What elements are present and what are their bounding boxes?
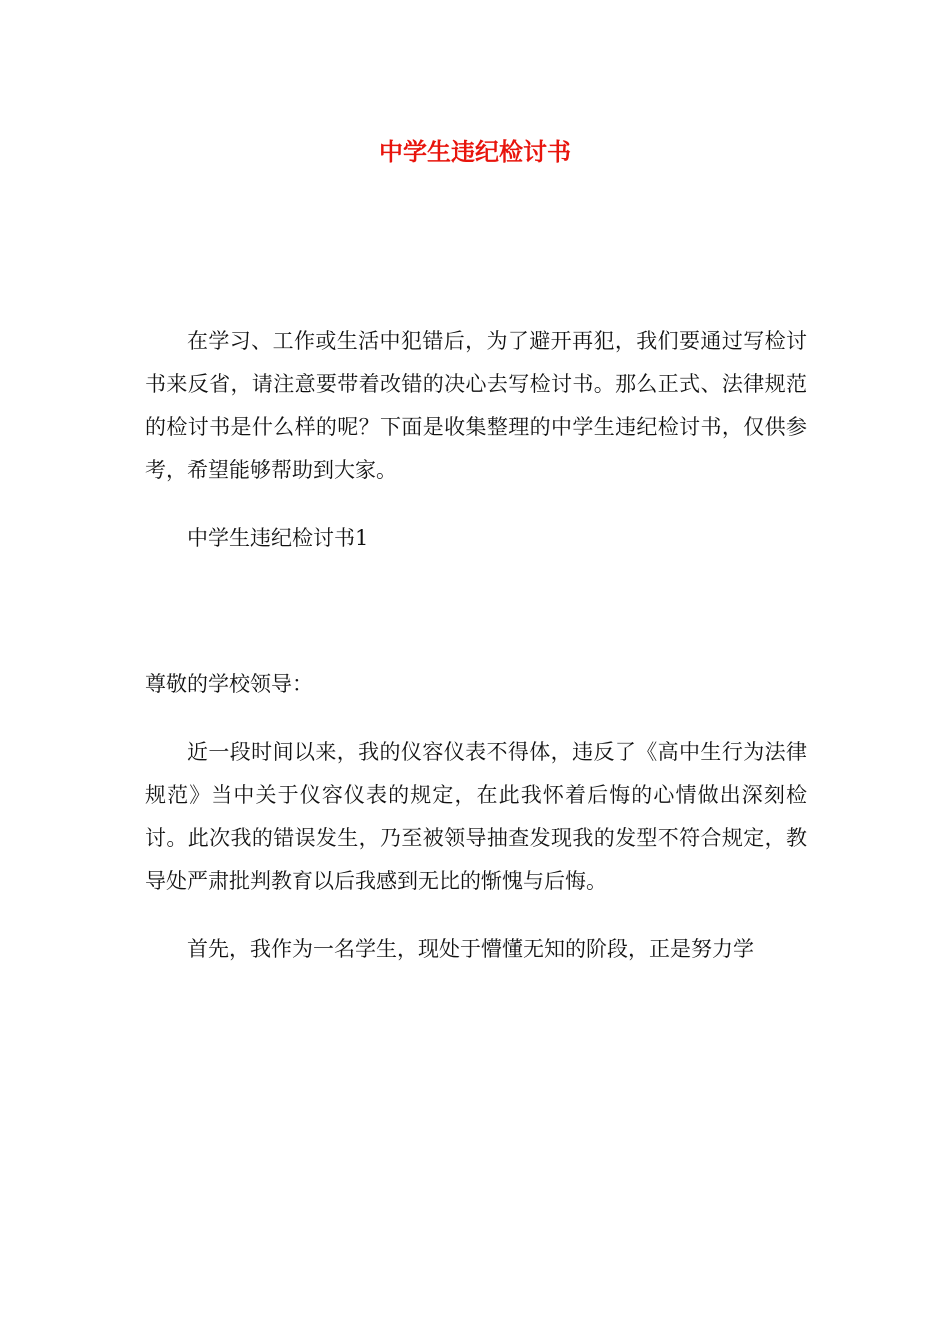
- document-title: 中学生违纪检讨书: [379, 137, 571, 166]
- salutation: 尊敬的学校领导：: [145, 672, 313, 696]
- body-paragraph: 首先，我作为一名学生，现处于懵懂无知的阶段，正是努力学: [187, 937, 754, 961]
- intro-paragraph: 在学习、工作或生活中犯错后，为了避开再犯，我们要通过写检讨书来反省，请注意要带着改错的决心去写检讨书。那么正式、法律规范的检讨书是什么样的呢？下面是收集整理的中学生违纪检讨书，仅供参考，希望能够帮助到大家。: [145, 329, 807, 482]
- document-body: [145, 320, 807, 971]
- section-heading: 中学生违纪检讨书1: [187, 526, 369, 550]
- body-paragraph: 近一段时间以来，我的仪容仪表不得体，违反了《高中生行为法律规范》当中关于仪容仪表的规定，在此我怀着后悔的心情做出深刻检讨。此次我的错误发生，乃至被领导抽查发现我的发型不符合规定，教导处严肃批判教育以后我感到无比的惭愧与后悔。: [145, 740, 807, 893]
